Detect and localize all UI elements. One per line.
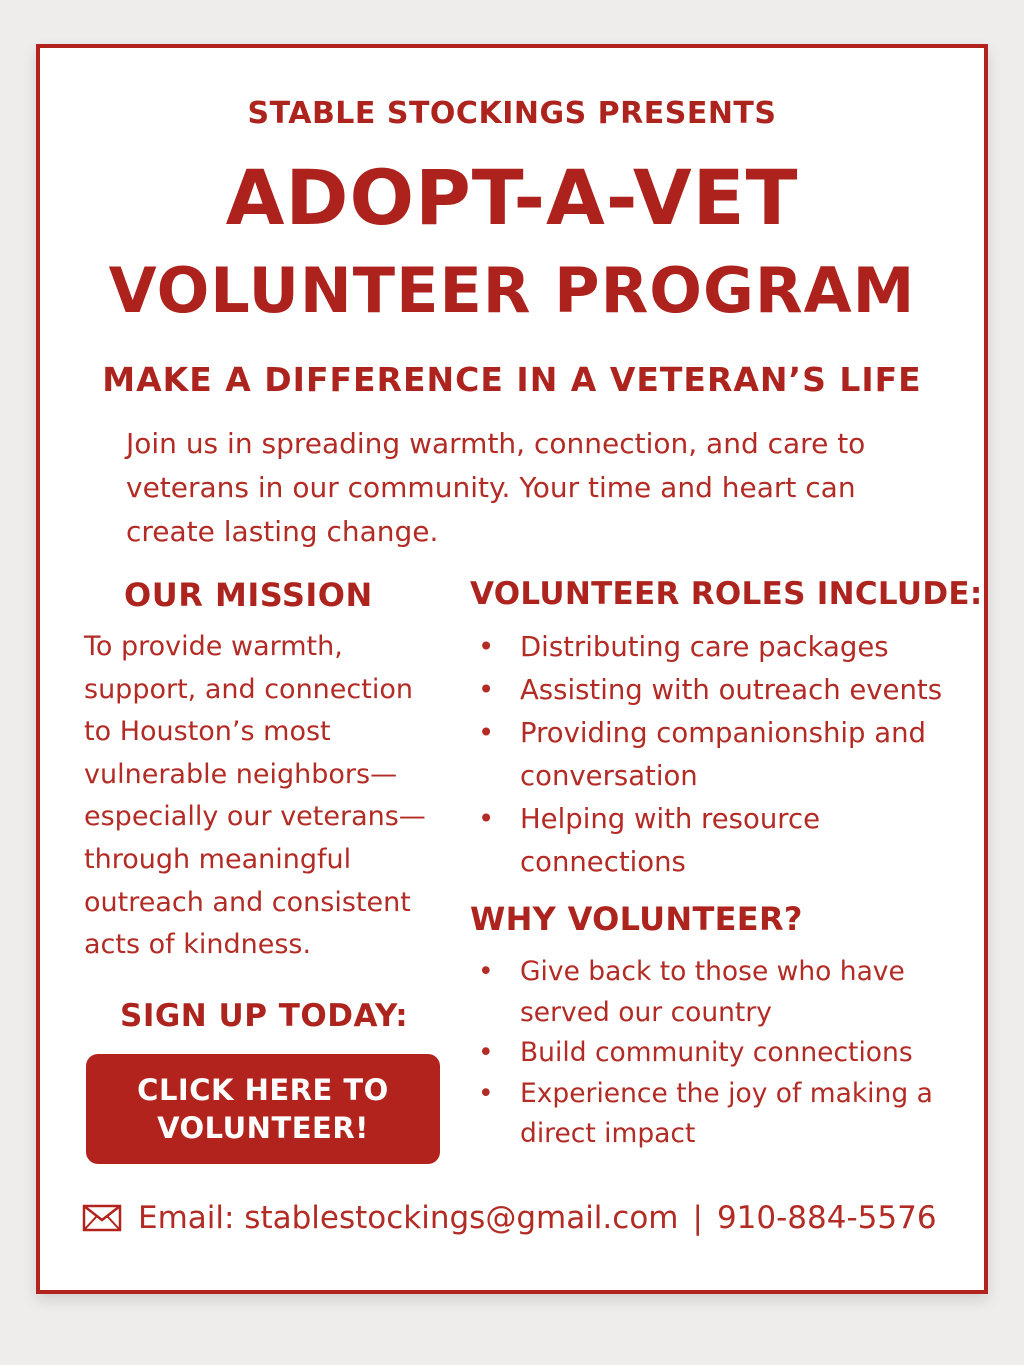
contact-separator: | xyxy=(692,1200,703,1236)
envelope-icon xyxy=(82,1203,122,1233)
why-heading: WHY VOLUNTEER? xyxy=(470,900,803,938)
why-list xyxy=(470,952,950,1155)
list-item: • Assisting with outreach events xyxy=(470,669,970,712)
list-item: • Experience the joy of making a direct impact xyxy=(470,1074,950,1155)
list-item: • Distributing care packages xyxy=(470,626,970,669)
list-item: • Providing companionship and conversation xyxy=(470,712,970,798)
list-item: • Build community connections xyxy=(470,1033,950,1074)
presenter-line: STABLE STOCKINGS PRESENTS xyxy=(247,96,777,131)
page-subtitle: VOLUNTEER PROGRAM xyxy=(108,254,916,327)
mission-heading: OUR MISSION xyxy=(124,576,373,614)
flyer xyxy=(36,44,988,1294)
volunteer-button-label: CLICK HERE TO VOLUNTEER! xyxy=(137,1073,389,1145)
list-item: • Helping with resource connections xyxy=(470,798,970,884)
signup-heading: SIGN UP TODAY: xyxy=(120,998,409,1034)
roles-list xyxy=(470,626,970,884)
tagline: MAKE A DIFFERENCE IN A VETERAN’S LIFE xyxy=(102,360,922,399)
contact-email[interactable]: Email: stablestockings@gmail.com xyxy=(138,1200,679,1236)
roles-heading: VOLUNTEER ROLES INCLUDE: xyxy=(470,576,983,612)
contact-line xyxy=(82,1200,960,1236)
volunteer-button[interactable] xyxy=(86,1054,440,1164)
list-item: • Give back to those who have served our country xyxy=(470,952,950,1033)
page-title: ADOPT-A-VET xyxy=(225,153,799,242)
intro-paragraph: Join us in spreading warmth, connection, and care to veterans in our community. Your time and heart can create lasting change. xyxy=(126,427,866,548)
mission-text: To provide warmth, support, and connection to Houston’s most vulnerable neighbors—especially our veterans—through meaningful outreach and consistent acts of kindness. xyxy=(84,631,426,961)
contact-phone[interactable]: 910-884-5576 xyxy=(716,1200,937,1236)
